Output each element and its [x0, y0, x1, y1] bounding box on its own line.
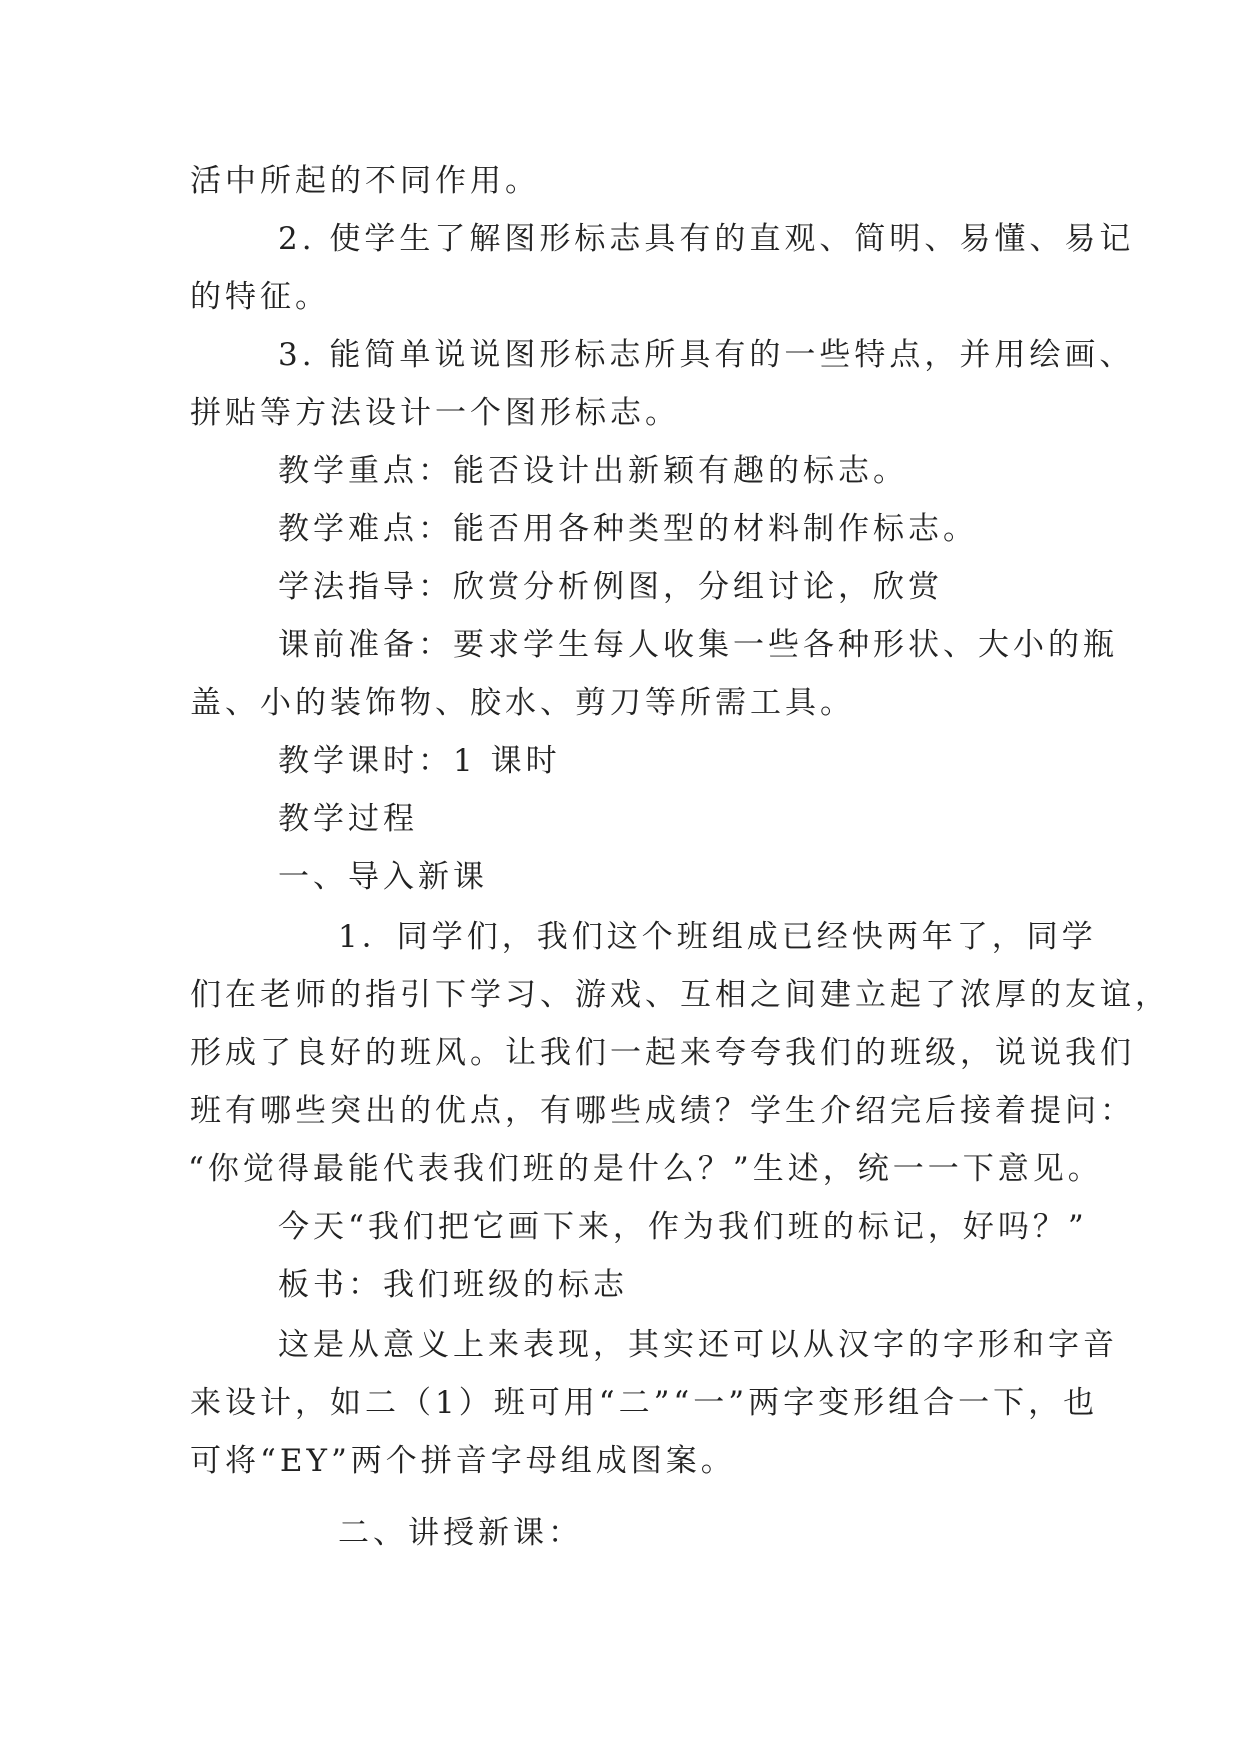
text-line: 教学过程	[278, 801, 418, 837]
text-line: 课前准备：要求学生每人收集一些各种形状、大小的瓶	[278, 627, 1118, 663]
text-line: “你觉得最能代表我们班的是什么？”生述，统一一下意见。	[188, 1151, 1103, 1187]
text-line: 们在老师的指引下学习、游戏、互相之间建立起了浓厚的友谊，	[190, 977, 1170, 1013]
section-heading: 二、讲授新课：	[338, 1515, 583, 1551]
text-line: 今天“我们把它画下来，作为我们班的标记，好吗？”	[278, 1209, 1088, 1245]
text-line: 板书：我们班级的标志	[278, 1267, 628, 1303]
text-line: 这是从意义上来表现，其实还可以从汉字的字形和字音	[278, 1327, 1118, 1363]
text-line: 拼贴等方法设计一个图形标志。	[190, 395, 680, 431]
text-line: 盖、小的装饰物、胶水、剪刀等所需工具。	[190, 685, 855, 721]
text-line: 可将“EY”两个拼音字母组成图案。	[190, 1443, 736, 1479]
text-line: 2. 使学生了解图形标志具有的直观、简明、易懂、易记	[278, 221, 1135, 257]
text-line: 教学课时：1 课时	[278, 743, 561, 779]
text-line: 活中所起的不同作用。	[190, 163, 540, 199]
text-line: 的特征。	[190, 279, 330, 315]
text-line: 3. 能简单说说图形标志所具有的一些特点，并用绘画、	[278, 337, 1135, 373]
text-line: 形成了良好的班风。让我们一起来夸夸我们的班级，说说我们	[190, 1035, 1135, 1071]
text-line: 班有哪些突出的优点，有哪些成绩？学生介绍完后接着提问：	[190, 1093, 1135, 1129]
text-line: 教学难点：能否用各种类型的材料制作标志。	[278, 511, 978, 547]
section-heading: 一、导入新课	[278, 859, 488, 895]
text-line: 学法指导：欣赏分析例图，分组讨论，欣赏	[278, 569, 943, 605]
text-line: 1．同学们，我们这个班组成已经快两年了，同学	[338, 919, 1097, 955]
text-line: 来设计，如二（1）班可用“二”“一”两字变形组合一下，也	[190, 1385, 1099, 1421]
text-line: 教学重点：能否设计出新颖有趣的标志。	[278, 453, 908, 489]
